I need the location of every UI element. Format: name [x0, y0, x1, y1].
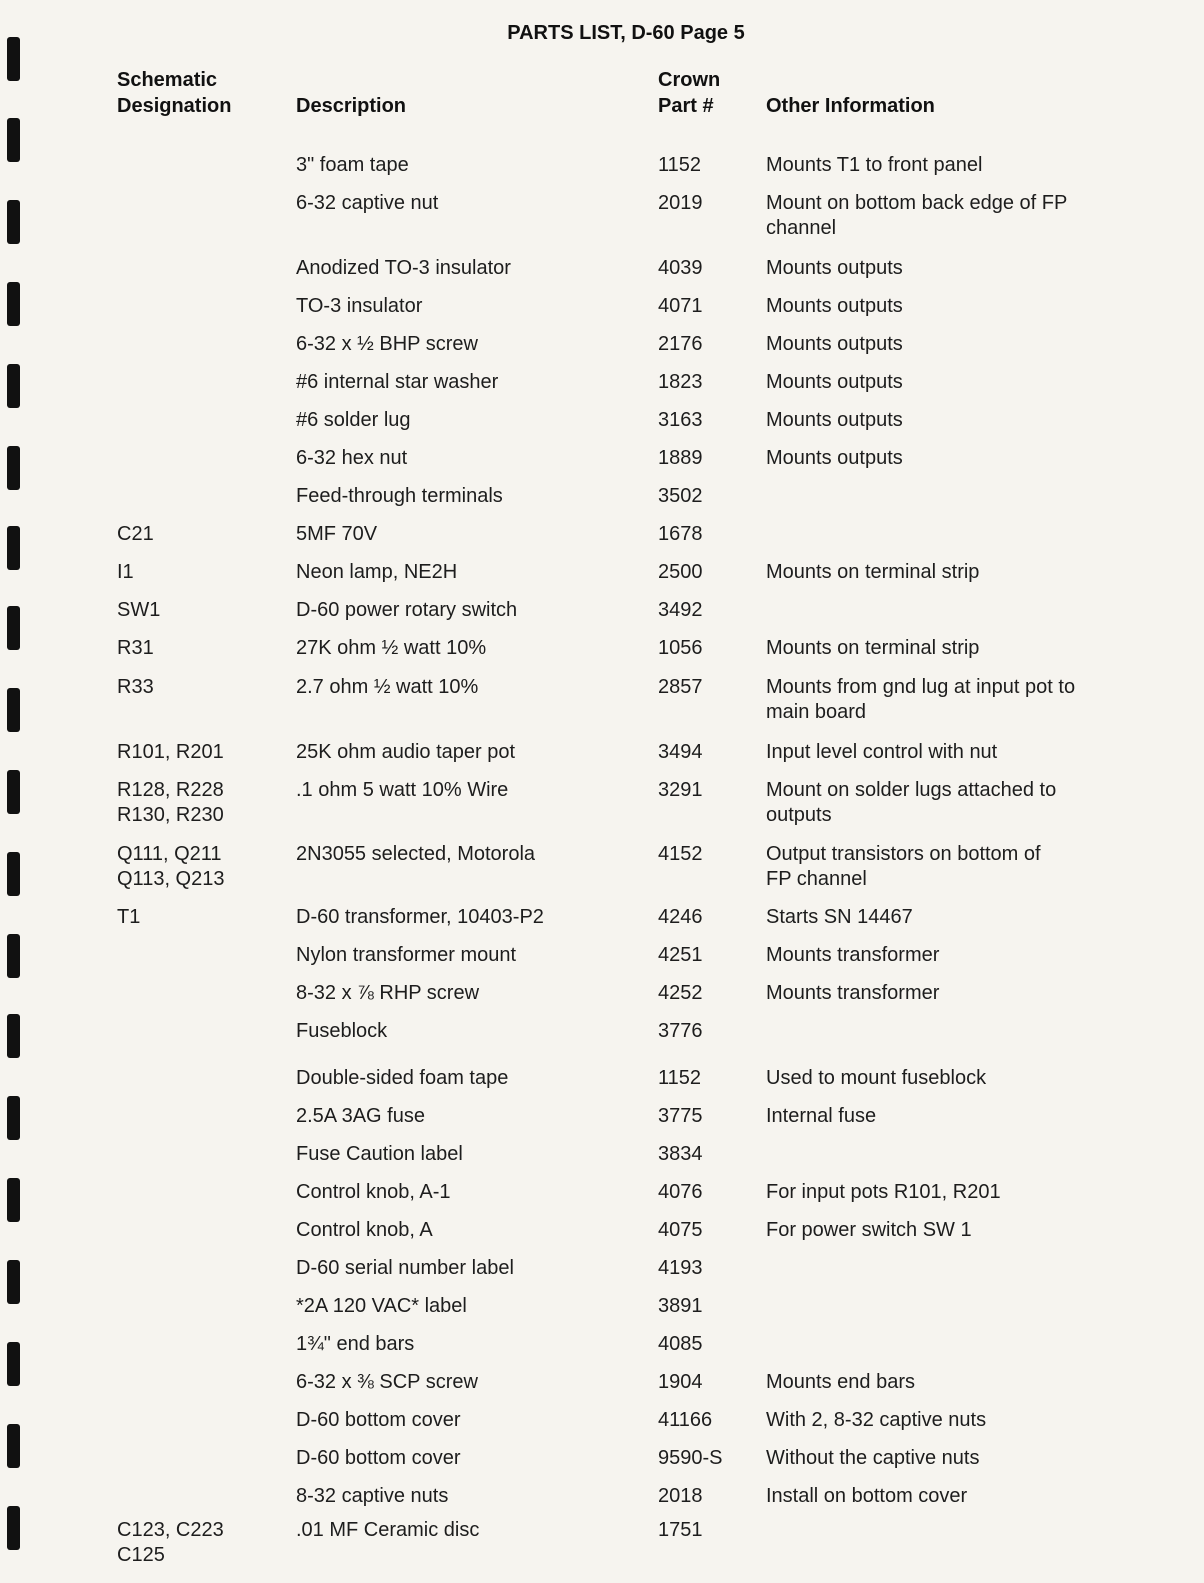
- description-cell: Control knob, A-1: [296, 1181, 451, 1203]
- description-cell: 1¾" end bars: [296, 1333, 415, 1355]
- other-information-cell: [766, 294, 1116, 319]
- description-cell: 2N3055 selected, Motorola: [296, 843, 536, 865]
- crown-part-number: 2176: [658, 333, 703, 355]
- schematic-designation: R101, R201: [117, 741, 224, 763]
- header-crown-part: [658, 67, 720, 119]
- other-information-cell: [766, 943, 1116, 968]
- crown-part-number: 1823: [658, 371, 703, 393]
- crown-part-number: 2500: [658, 561, 703, 583]
- other-information: Mounts outputs: [766, 257, 903, 279]
- description-cell: D-60 transformer, 10403-P2: [296, 906, 544, 928]
- binding-hole: [7, 934, 20, 978]
- description-cell: 6-32 x ⅜ SCP screw: [296, 1371, 478, 1393]
- other-information-cell: [766, 560, 1116, 585]
- crown-part-number: 2019: [658, 192, 703, 214]
- binding-hole: [7, 446, 20, 490]
- other-information: Install on bottom cover: [766, 1485, 968, 1507]
- binding-hole: [7, 1260, 20, 1304]
- schematic-designation: Q111, Q211: [117, 843, 222, 865]
- description-cell: 2.7 ohm ½ watt 10%: [296, 676, 479, 698]
- schematic-designation-line2: C125: [117, 1544, 165, 1566]
- crown-part-number: 4246: [658, 906, 703, 928]
- other-information: Mounts outputs: [766, 333, 903, 355]
- other-information-line2: outputs: [766, 804, 832, 826]
- description-cell: 6-32 x ½ BHP screw: [296, 333, 478, 355]
- other-information-cell: [766, 153, 1116, 178]
- description-cell: Neon lamp, NE2H: [296, 561, 458, 583]
- other-information: Mounts from gnd lug at input pot to: [766, 676, 1076, 698]
- description-cell: #6 solder lug: [296, 409, 411, 431]
- other-information: Mount on solder lugs attached to: [766, 779, 1057, 801]
- crown-part-number: 1678: [658, 523, 703, 545]
- other-information: Mounts T1 to front panel: [766, 154, 983, 176]
- binding-holes: [0, 0, 40, 1583]
- crown-part-number: 3776: [658, 1020, 703, 1042]
- binding-hole: [7, 282, 20, 326]
- description-cell: 25K ohm audio taper pot: [296, 741, 516, 763]
- other-information: Starts SN 14467: [766, 906, 913, 928]
- schematic-designation: R31: [117, 637, 154, 659]
- other-information: Mounts transformer: [766, 944, 940, 966]
- description-cell: Feed-through terminals: [296, 485, 503, 507]
- other-information-line2: FP channel: [766, 868, 867, 890]
- page-title: PARTS LIST, D-60 Page 5: [507, 22, 745, 44]
- description-cell: TO-3 insulator: [296, 295, 423, 317]
- other-information-cell: [766, 842, 1116, 892]
- other-information-cell: [766, 636, 1116, 661]
- schematic-designation-cell: [117, 675, 282, 700]
- description-cell: Double-sided foam tape: [296, 1067, 509, 1089]
- crown-part-number: 1056: [658, 637, 703, 659]
- crown-part-number: 4071: [658, 295, 703, 317]
- binding-hole: [7, 770, 20, 814]
- description-cell: .01 MF Ceramic disc: [296, 1519, 480, 1541]
- binding-hole: [7, 606, 20, 650]
- crown-part-number: 3291: [658, 779, 703, 801]
- other-information: Mount on bottom back edge of FP: [766, 192, 1068, 214]
- other-information-cell: [766, 446, 1116, 471]
- crown-part-number: 4252: [658, 982, 703, 1004]
- description-cell: Anodized TO-3 insulator: [296, 257, 511, 279]
- crown-part-number: 3775: [658, 1105, 703, 1127]
- other-information-cell: [766, 1484, 1116, 1509]
- description-cell: 27K ohm ½ watt 10%: [296, 637, 487, 659]
- other-information: Mounts on terminal strip: [766, 637, 980, 659]
- other-information-line2: main board: [766, 701, 867, 723]
- binding-hole: [7, 364, 20, 408]
- description-cell: D-60 bottom cover: [296, 1409, 461, 1431]
- schematic-designation-cell: [117, 905, 282, 930]
- other-information: Used to mount fuseblock: [766, 1067, 987, 1089]
- other-information-line2: channel: [766, 217, 837, 239]
- other-information-cell: [766, 1180, 1116, 1205]
- binding-hole: [7, 852, 20, 896]
- crown-part-number: 3502: [658, 485, 703, 507]
- crown-part-number: 4039: [658, 257, 703, 279]
- other-information: Mounts transformer: [766, 982, 940, 1004]
- schematic-designation: R33: [117, 676, 154, 698]
- binding-hole: [7, 526, 20, 570]
- description-cell: D-60 power rotary switch: [296, 599, 518, 621]
- other-information: For input pots R101, R201: [766, 1181, 1001, 1203]
- schematic-designation: SW1: [117, 599, 161, 621]
- binding-hole: [7, 1014, 20, 1058]
- other-information: For power switch SW 1: [766, 1219, 972, 1241]
- header-crown-line2: Part #: [658, 95, 714, 117]
- other-information: Mounts outputs: [766, 371, 903, 393]
- crown-part-number: 3494: [658, 741, 703, 763]
- description-cell: Nylon transformer mount: [296, 944, 517, 966]
- crown-part-number: 4076: [658, 1181, 703, 1203]
- other-information: Output transistors on bottom of: [766, 843, 1041, 865]
- other-information-cell: [766, 408, 1116, 433]
- description-cell: D-60 serial number label: [296, 1257, 514, 1279]
- schematic-designation: T1: [117, 906, 141, 928]
- description-cell: 3" foam tape: [296, 154, 409, 176]
- other-information-cell: [766, 370, 1116, 395]
- other-information-cell: [766, 1218, 1116, 1243]
- header-other-information: Other Information: [766, 95, 935, 117]
- other-information-cell: [766, 905, 1116, 930]
- binding-hole: [7, 118, 20, 162]
- crown-part-number: 3492: [658, 599, 703, 621]
- description-cell: D-60 bottom cover: [296, 1447, 461, 1469]
- other-information-cell: [766, 191, 1116, 241]
- description-cell: 8-32 x ⅞ RHP screw: [296, 982, 480, 1004]
- crown-part-number: 1889: [658, 447, 703, 469]
- other-information: Mounts end bars: [766, 1371, 915, 1393]
- header-schematic-line1: Schematic: [117, 69, 218, 91]
- other-information: Internal fuse: [766, 1105, 877, 1127]
- other-information: Without the captive nuts: [766, 1447, 980, 1469]
- binding-hole: [7, 688, 20, 732]
- description-cell: 6-32 captive nut: [296, 192, 439, 214]
- schematic-designation-cell: [117, 842, 282, 892]
- crown-part-number: 4085: [658, 1333, 703, 1355]
- description-cell: 2.5A 3AG fuse: [296, 1105, 425, 1127]
- header-crown-line1: Crown: [658, 69, 721, 91]
- schematic-designation-cell: [117, 740, 282, 765]
- schematic-designation-cell: [117, 1518, 282, 1568]
- other-information-cell: [766, 675, 1116, 725]
- other-information-cell: [766, 256, 1116, 281]
- schematic-designation: R128, R228: [117, 779, 224, 801]
- binding-hole: [7, 1178, 20, 1222]
- schematic-designation: I1: [117, 561, 134, 583]
- other-information: Mounts on terminal strip: [766, 561, 980, 583]
- binding-hole: [7, 200, 20, 244]
- description-cell: Fuse Caution label: [296, 1143, 463, 1165]
- crown-part-number: 1152: [658, 1067, 702, 1089]
- description-cell: Control knob, A: [296, 1219, 433, 1241]
- other-information-cell: [766, 981, 1116, 1006]
- schematic-designation: C21: [117, 523, 154, 545]
- schematic-designation-line2: Q113, Q213: [117, 868, 225, 890]
- schematic-designation-cell: [117, 598, 282, 623]
- crown-part-number: 3891: [658, 1295, 703, 1317]
- crown-part-number: 1751: [658, 1519, 703, 1541]
- crown-part-number: 4193: [658, 1257, 703, 1279]
- description-cell: 5MF 70V: [296, 523, 378, 545]
- crown-part-number: 3834: [658, 1143, 703, 1165]
- schematic-designation: C123, C223: [117, 1519, 224, 1541]
- schematic-designation-line2: R130, R230: [117, 804, 224, 826]
- description-cell: *2A 120 VAC* label: [296, 1295, 467, 1317]
- crown-part-number: 4075: [658, 1219, 703, 1241]
- crown-part-number: 2857: [658, 676, 703, 698]
- binding-hole: [7, 1424, 20, 1468]
- other-information-cell: [766, 1066, 1116, 1091]
- other-information-cell: [766, 1446, 1116, 1471]
- other-information: Input level control with nut: [766, 741, 998, 763]
- crown-part-number: 41166: [658, 1409, 713, 1431]
- binding-hole: [7, 1342, 20, 1386]
- crown-part-number: 1904: [658, 1371, 703, 1393]
- binding-hole: [7, 1506, 20, 1550]
- other-information: With 2, 8-32 captive nuts: [766, 1409, 987, 1431]
- schematic-designation-cell: [117, 778, 282, 828]
- schematic-designation-cell: [117, 560, 282, 585]
- schematic-designation-cell: [117, 522, 282, 547]
- other-information-cell: [766, 1408, 1116, 1433]
- description-cell: #6 internal star washer: [296, 371, 499, 393]
- other-information-cell: [766, 1370, 1116, 1395]
- crown-part-number: 4251: [658, 944, 703, 966]
- description-cell: 6-32 hex nut: [296, 447, 408, 469]
- description-cell: Fuseblock: [296, 1020, 388, 1042]
- crown-part-number: 4152: [658, 843, 703, 865]
- header-description: Description: [296, 95, 407, 117]
- description-cell: .1 ohm 5 watt 10% Wire: [296, 779, 509, 801]
- crown-part-number: 9590-S: [658, 1447, 723, 1469]
- other-information-cell: [766, 778, 1116, 828]
- schematic-designation-cell: [117, 636, 282, 661]
- header-schematic-line2: Designation: [117, 95, 232, 117]
- other-information: Mounts outputs: [766, 447, 903, 469]
- description-cell: 8-32 captive nuts: [296, 1485, 449, 1507]
- other-information: Mounts outputs: [766, 295, 903, 317]
- other-information-cell: [766, 332, 1116, 357]
- other-information-cell: [766, 1104, 1116, 1129]
- crown-part-number: 3163: [658, 409, 703, 431]
- binding-hole: [7, 1096, 20, 1140]
- other-information-cell: [766, 740, 1116, 765]
- crown-part-number: 2018: [658, 1485, 703, 1507]
- other-information: Mounts outputs: [766, 409, 903, 431]
- crown-part-number: 1152: [658, 154, 702, 176]
- header-schematic-designation: [117, 67, 231, 119]
